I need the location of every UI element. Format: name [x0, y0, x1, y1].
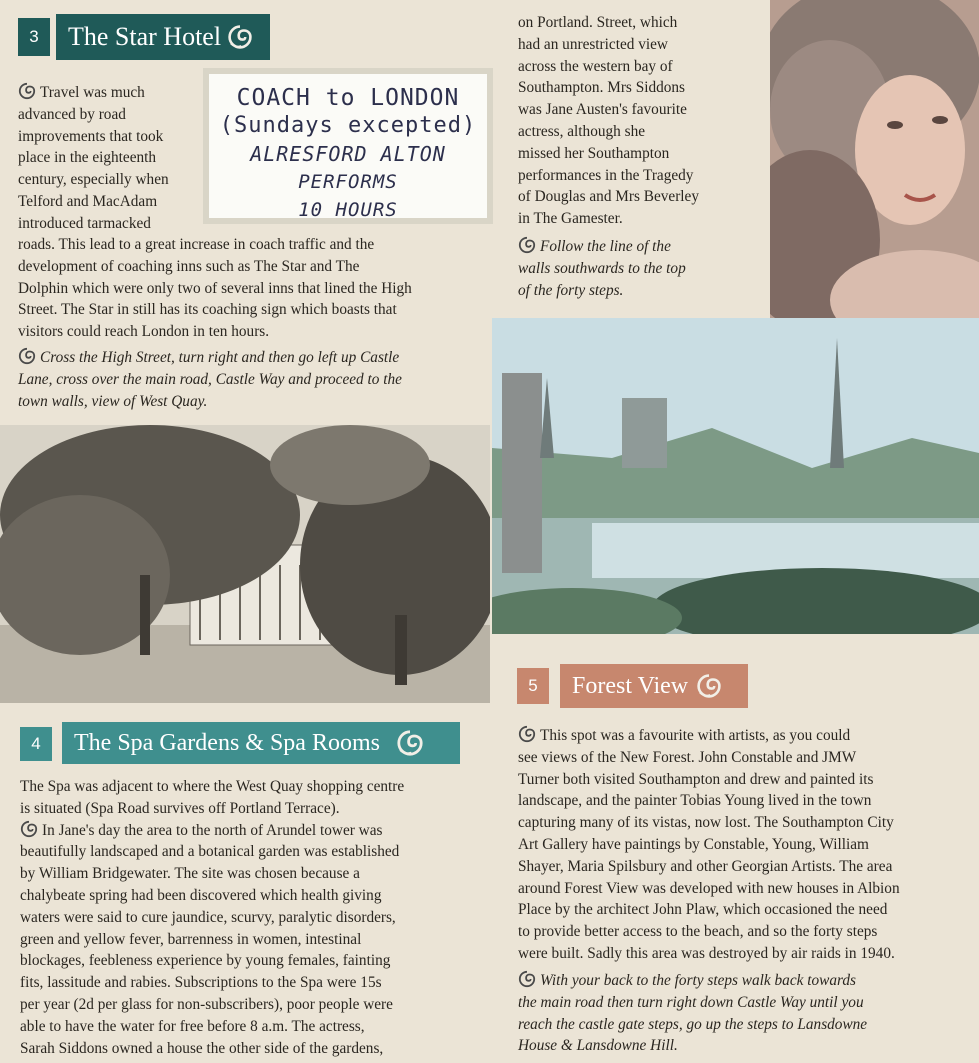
coach-sign-image	[203, 68, 493, 224]
section-5-number: 5	[517, 668, 549, 704]
section-5-body: This spot was a favourite with artists, as you could see views of the New Forest. John Constable and JMW Turner both visited Southampton and drew and painted its landscape, and the painter Tobias Young lived in the town capturing many of its vistas, now lost. The Southampton City Art Gallery have paintings by Constable, Young, William Shayer, Maria Spilsbury and other Georgian Artists. The area around Forest View was developed with new houses in Albion Place by the architect John Plaw, which occasioned the need to provide better access to the beach, and so the forty steps were built. Sadly this area was destroyed by air raids in 1940.	[518, 727, 900, 962]
sign-line: 10 HOURS	[298, 199, 398, 221]
swirl-ornament-icon	[518, 725, 536, 743]
siddons-text: on Portland. Street, which had an unrestricted view across the western bay of Southampton. Mrs Siddons was Jane Austen's favourite actress, although she missed her Southampton performances in the Tragedy of Douglas and Mrs Beverley in The Gamester.	[518, 14, 699, 228]
swirl-ornament-icon	[518, 970, 536, 988]
swirl-ornament-icon	[227, 24, 253, 50]
siddons-directions: Follow the line of the walls southwards to the top of the forty steps.	[518, 238, 686, 299]
section-3-title: The Star Hotel	[56, 14, 270, 60]
swirl-ornament-icon	[20, 820, 38, 838]
sign-line: ALRESFORD ALTON	[250, 142, 446, 166]
swirl-ornament-icon	[18, 347, 36, 365]
section-4-title: The Spa Gardens & Spa Rooms	[62, 722, 460, 764]
sign-line: (Sundays excepted)	[219, 113, 477, 138]
section-3-body: roads. This lead to a great increase in coach traffic and the development of coaching inns such as The Star and The Dolphin which were only two of several inns that lined the High Street. The Star in still has its coaching sign which boasts that visitors could reach London in ten hours.	[18, 236, 412, 341]
swirl-ornament-icon	[518, 236, 536, 254]
swirl-ornament-icon	[18, 82, 36, 100]
section-5-title: Forest View	[560, 664, 748, 708]
forest-view-painting	[492, 318, 979, 634]
section-4-number: 4	[20, 727, 52, 761]
swirl-ornament-icon	[396, 729, 424, 757]
swirl-ornament-icon	[696, 673, 722, 699]
portrait-image	[770, 0, 979, 318]
section-3-number: 3	[18, 18, 50, 56]
sign-line: PERFORMS	[298, 171, 398, 193]
spa-gardens-engraving	[0, 425, 490, 703]
sign-line: COACH to LONDON	[236, 85, 460, 111]
section-5-directions: With your back to the forty steps walk back towards the main road then turn right down Castle Way until you reach the castle gate steps, go up the steps to Lansdowne House & Lansdowne Hill.	[518, 972, 868, 1055]
section-3-lead: Travel was much advanced by road improvements that took place in the eighteenth century, especially when Telford and MacAdam introduced tarmacked	[18, 84, 169, 232]
section-4-body: The Spa was adjacent to where the West Quay shopping centre is situated (Spa Road survives off Portland Terrace). In Jane's day the area to the north of Arundel tower was beautifully landscaped and a botanical garden was established by William Bridgewater. The site was chosen because a chalybeate spring had been discovered which health giving waters were said to cure jaundice, scurvy, paralytic disorders, green and yellow fever, barrenness in women, intestinal blockages, feebleness experience by young females, fainting fits, lassitude and rabies. Subscriptions to the Spa were 15s per year (2d per glass for non-subscribers), poor people were able to have the water for free before 8 a.m. The actress, Sarah Siddons owned a house the other side of the gardens,	[20, 778, 405, 1057]
section-3-directions: Cross the High Street, turn right and then go left up Castle Lane, cross over the main road, Castle Way and proceed to the town walls, view of West Quay.	[18, 349, 402, 410]
